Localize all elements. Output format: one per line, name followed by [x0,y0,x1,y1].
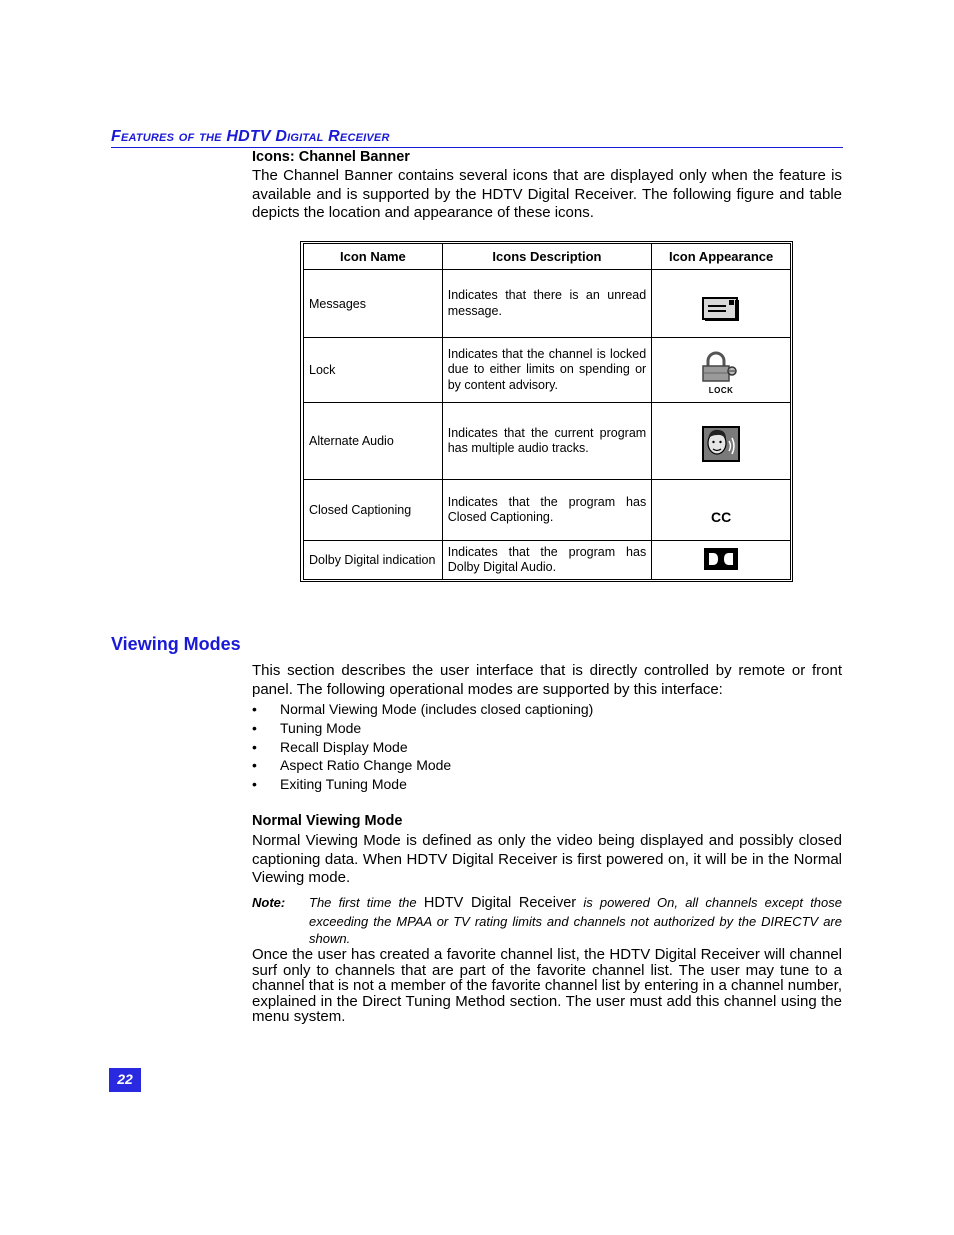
viewing-modes-intro: This section describes the user interface that is directly controlled by remote or front panel. The following operational modes are supported by this interface: [252,662,842,698]
modes-list [252,700,593,794]
note-text [309,894,842,948]
page-number-badge: 22 [109,1068,141,1092]
viewing-modes-title: Viewing Modes [111,634,241,654]
dolby-double-d-icon [704,548,738,570]
row-description: Indicates that there is an unread message. [442,270,651,338]
row-name: Alternate Audio [304,403,443,480]
row-appearance [652,338,791,403]
list-item [252,756,593,775]
note-text-part2: is powered On, all channels except those exceeding the MPAA or TV rating limits and channels not authorized by the DIRECTV are shown. [309,895,842,946]
header-icon-description: Icons Description [442,244,651,270]
note-label: Note: [252,895,286,910]
row-name: Messages [304,270,443,338]
header-icon-appearance: Icon Appearance [652,244,791,270]
normal-viewing-heading: Normal Viewing Mode [252,813,403,829]
row-appearance [652,403,791,480]
bullet: • [252,719,257,736]
row-description: Indicates that the channel is locked due to either limits on spending or by content advisory. [442,338,651,403]
list-item [252,719,593,738]
note-text-part1: The first time the [309,895,424,910]
table-row [304,480,791,541]
table-row [304,403,791,480]
header-icon-name: Icon Name [304,244,443,270]
icon-table [303,243,791,580]
bullet: • [252,701,257,717]
row-name: Dolby Digital indication [304,541,443,580]
row-name: Closed Captioning [304,480,443,541]
list-item [252,775,593,794]
envelope-icon [702,295,740,321]
favorite-channel-para: Once the user has created a favorite channel list, the HDTV Digital Receiver will channel surf only to channels that are part of the favorite channel list. The user may tune to a channel that is not a member of the favorite channel list by entering in a channel number, explained in the Direct Tuning Method section. The user must add this channel using the menu system. [252,946,842,1026]
row-appearance [652,480,791,541]
bullet: • [252,738,257,755]
icon-table-header [304,244,791,270]
cc-text: CC [710,509,732,525]
table-row [304,338,791,403]
row-appearance [652,270,791,338]
row-description: Indicates that the current program has multiple audio tracks. [442,403,651,480]
icons-intro: The Channel Banner contains several icons that are displayed only when the feature is available and is supported by the HDTV Digital Receiver. The following figure and table depicts the location and appearance of these icons. [252,167,842,221]
list-item [252,738,593,757]
list-item-text: Recall Display Mode [280,738,408,755]
speaking-face-icon [702,426,740,462]
bullet: • [252,776,257,793]
row-appearance [652,541,791,580]
list-item-text: Aspect Ratio Change Mode [280,757,452,774]
list-item-text: Normal Viewing Mode (includes closed captioning) [280,701,594,717]
icons-heading: Icons: Channel Banner [252,149,410,165]
list-item-text: Tuning Mode [280,719,362,736]
table-row [304,541,791,580]
padlock-icon [699,351,743,391]
row-description: Indicates that the program has Closed Captioning. [442,480,651,541]
note-product-name: HDTV Digital Receiver [423,895,577,911]
list-item [252,700,593,719]
row-name: Lock [304,338,443,403]
bullet: • [252,757,257,774]
lock-label: LOCK [708,386,734,395]
table-row [304,270,791,338]
list-item-text: Exiting Tuning Mode [280,776,407,793]
section-header: Features of the HDTV Digital Receiver [111,127,843,148]
normal-viewing-para: Normal Viewing Mode is defined as only the video being displayed and possibly closed captioning data. When HDTV Digital Receiver is first powered on, it will be in the Normal Viewing mode. [252,832,842,886]
row-description: Indicates that the program has Dolby Digital Audio. [442,541,651,580]
